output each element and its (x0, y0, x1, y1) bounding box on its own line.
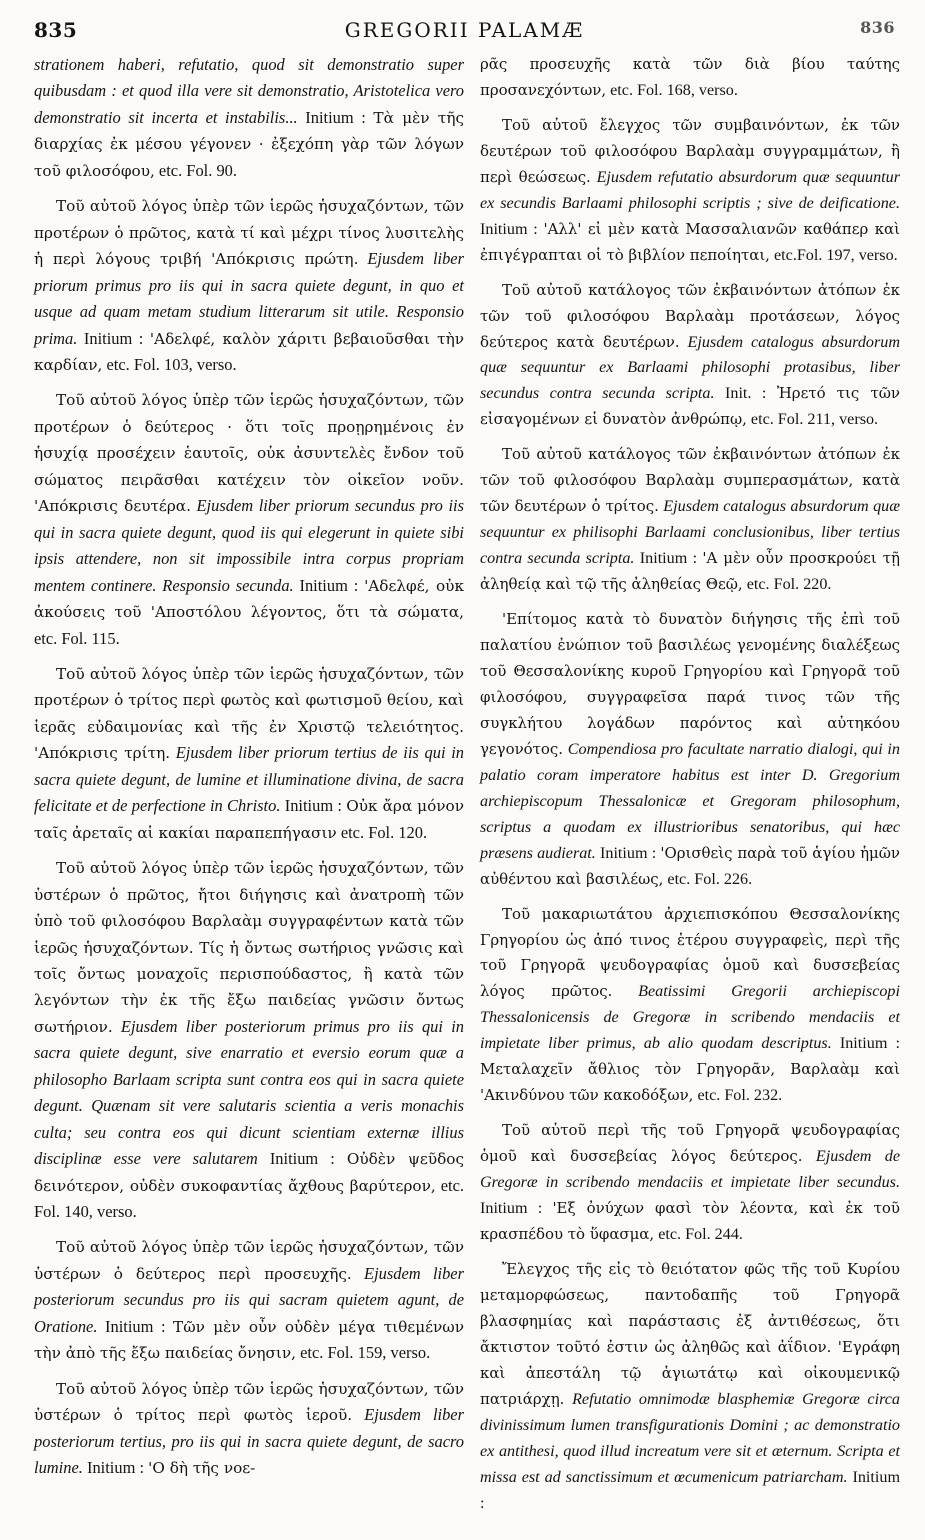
catalog-entry (480, 52, 900, 104)
latin-title: Refutatio omnimodæ blasphemiæ Gregoræ circa divinissimum lumen transfigurationis Domini ; ac demonstratio ex antithesi, quod illud increatum vere sit et æternum. Scripta et missa est ad sanctissimum et œcumenicum patriarcham. (480, 1390, 900, 1486)
greek-text: Τοῦ αὐτοῦ λόγος ὑπὲρ τῶν ἱερῶς ἡσυχαζόντων, τῶν ὑστέρων ὁ τρίτος περὶ φωτὸς ἱεροῦ. (34, 1379, 464, 1425)
folio-reference: Init. : (714, 385, 777, 403)
greek-text: Τοῦ αὐτοῦ λόγος ὑπὲρ τῶν ἱερῶς ἡσυχαζόντων, τῶν προτέρων ὁ πρῶτος, κατὰ τί καὶ μέχρι τίνος λυσιτελὴς ἡ περὶ λόγους τριβή 'Απόκρισις πρώτη. (34, 197, 464, 269)
folio-reference: Initium : (480, 1200, 553, 1218)
latin-title: Ejusdem liber priorum primus pro iis qui in sacra quiete degunt, in quo et usque ad quam metam studium litterarum sit utile. Responsio prima. (34, 249, 464, 348)
folio-reference: Initium : (77, 328, 150, 348)
greek-text: Οὐδὲν ψεῦδος δεινότερον, οὐδὲν συκοφαντίας ἄχθους βαρύτερον, (34, 1150, 465, 1195)
greek-text: 'Ορισθεὶς παρὰ τοῦ ἁγίου ἡμῶν αὐθέντου καὶ βασιλέως, (480, 843, 900, 888)
folio-reference: Initium : (480, 1468, 900, 1512)
latin-title: Ejusdem liber priorum secundus pro iis qui in sacra quiete degunt, quod iis qui elegerunt in quiete sibi ipsis attendere, non sit impossibile intra corpus propriam mentem continere. Responsio secunda. (34, 496, 464, 595)
catalog-entry (480, 113, 900, 269)
greek-text: 'Εξ ὀνύχων φασὶ τὸν λέοντα, καὶ ἐκ τοῦ κρασπέδου τὸ ὕφασμα, (480, 1199, 900, 1243)
right-column (480, 52, 900, 1525)
greek-text: Ἠρετό τις τῶν εἰσαγομένων εἰ δυνατὸν ἀνθρώπῳ, (480, 384, 900, 429)
catalog-entry (34, 1234, 464, 1366)
folio-reference: etc. Fol. 226. (663, 870, 753, 888)
left-column (34, 52, 464, 1491)
folio-reference: etc.Fol. 197, verso. (769, 246, 898, 264)
catalog-entry (34, 855, 464, 1225)
latin-title: strationem haberi, refutatio, quod sit demonstratio super quibusdam : et quod illa vere sit demonstratio, Aristotelica vero demonstratio sit incerta et instabilis... (34, 55, 464, 127)
latin-title: Beatissimi Gregorii archiepiscopi Thessalonicensis de Gregoræ in scribendo mendaciis et impietate liber primus, ab alio quodam descriptus. (480, 983, 900, 1053)
catalog-entry (480, 442, 900, 598)
folio-reference: Initium : (480, 220, 544, 238)
latin-title: Compendiosa pro facultate narratio dialogi, qui in palatio coram imperatore habitus est inter D. Gregorium archiepiscopum Thessalonicæ et Gregoram philosophum, scriptus a quodam ex illustrioribus senatoribus, qui hæc præsens audierat. (480, 740, 900, 862)
catalog-entry (480, 1257, 900, 1517)
running-title: GREGORII PALAMÆ (344, 18, 585, 42)
catalog-entry (34, 52, 464, 184)
catalog-entry (34, 661, 464, 846)
greek-text: 'Αδελφέ, οὐκ ἀκούσεις τοῦ 'Αποστόλου λέγοντος, ὅτι τὰ σώματα, (34, 576, 464, 622)
greek-text: Μεταλαχεῖν ἄθλιος τὸν Γρηγορᾶν, Βαρλαὰμ καὶ 'Ακινδύνου τῶν κακοδόξων, (480, 1060, 900, 1105)
folio-reference: Initium : (297, 107, 374, 127)
folio-reference: Initium : (634, 550, 703, 568)
greek-text: 'Α μὲν οὖν προσκρούει τῇ ἀληθείᾳ καὶ τῷ τῆς ἀληθείας Θεῷ, (480, 549, 900, 594)
greek-text: Τοῦ αὐτοῦ ἔλεγχος τῶν συμβαινόντων, ἐκ τῶν δευτέρων τοῦ φιλοσόφου Βαρλαὰμ συγγραμμάτων, ἢ περὶ θεώσεως. (480, 115, 900, 186)
latin-title: Ejusdem catalogus absurdorum quæ sequuntur ex philisophi Barlaami conclusionibus, liber tertius contra secunda scripta. (480, 498, 900, 568)
greek-text: 'Ο δὴ τῆς νοε- (148, 1459, 256, 1478)
greek-text: Τῶν μὲν οὖν οὐδὲν μέγα τιθεμένων τὴν ἀπὸ τῆς ἔξω παιδείας ὄνησιν, (34, 1317, 464, 1363)
folio-reference: Initium : (97, 1316, 174, 1336)
greek-text: 'Αλλ' εἰ μὲν κατὰ Μασσαλιανῶν καθάπερ καὶ ἐπιγέγραπται οἱ τὸ βιβλίον πεποίηται, (480, 219, 900, 264)
folio-reference: etc. Fol. 159, verso. (296, 1343, 431, 1363)
folio-reference: Initium : (82, 1458, 149, 1478)
catalog-entry (34, 193, 464, 378)
folio-reference: Initium : (293, 575, 365, 595)
latin-title: Ejusdem refutatio absurdorum quæ sequuntur ex secundis Barlaami philosophi scriptis ; sive de deificatione. (480, 168, 900, 212)
folio-reference: etc. Fol. 220. (742, 576, 832, 594)
running-header (34, 18, 895, 48)
folio-reference: Initium : (831, 1035, 900, 1053)
latin-title: Ejusdem liber priorum tertius de iis qui in sacra quiete degunt, de lumine et illuminatione divina, de sacra felicitate et de perfectione in Christo. (34, 743, 465, 816)
greek-text: Τοῦ μακαριωτάτου ἀρχιεπισκόπου Θεσσαλονίκης Γρηγορίου ὡς ἀπό τινος ἑτέρου συγγραφεὶς, περὶ τῆς τοῦ Γρηγορᾶ ψευδογραφίας ὁμοῦ καὶ δυσσεβείας λόγος πρῶτος. (480, 904, 900, 1001)
latin-title: Ejusdem liber posteriorum primus pro iis qui in sacra quiete degunt, sive enarratio et eversio eorum quæ a philosopho Barlaam scripta sunt contra eos qui in sacra quiete degunt. Quænam sit vere salutaris scientia a veris monachis culta; seu contra eos qui dicunt scientiam externæ illius disciplinæ esse vere salutarem (34, 1016, 464, 1169)
catalog-entry (34, 387, 464, 652)
folio-reference: etc. Fol. 232. (693, 1087, 783, 1105)
catalog-entry (480, 278, 900, 434)
greek-text: Ἔλεγχος τῆς εἰς τὸ θειότατον φῶς τῆς τοῦ Κυρίου μεταμορφώσεως, παντοδαπῆς τοῦ Γρηγορᾶ βλασφημίας καὶ παράστασις ἐξ ἀντιθέσεως, ὅτι ἄκτιστον τοῦτό ἐστιν ὡς ἀληθῶς καὶ ἀΐδιον. 'Εγράφη καὶ ἀπεστάλη τῷ ἁγιωτάτῳ καὶ οἰκουμενικῷ πατριάρχῃ. (480, 1259, 900, 1408)
catalog-entry (34, 1376, 464, 1482)
latin-title: Ejusdem liber posteriorum tertius, pro iis qui in sacra quiete degunt, de sacro lumine. (34, 1405, 465, 1478)
greek-text: 'Επίτομος κατὰ τὸ δυνατὸν διήγησις τῆς ἐπὶ τοῦ παλατίου ἐνώπιον τοῦ βασιλέως γενομένης διαλέξεως τοῦ Θεσσαλονίκης κυροῦ Γρηγορίου καὶ Γρηγορᾶ τοῦ φιλοσόφου, συγγραφεῖσα παρά τινος τῶν τῆς συγκλήτου λογάδων παρόντος καὶ αὐτηκόου γεγονότος. (480, 610, 900, 758)
greek-text: ρᾶς προσευχῆς κατὰ τῶν διὰ βίου ταύτης προσανεχόντων, (480, 55, 900, 99)
folio-reference: Initium : (257, 1149, 347, 1169)
catalog-entry (480, 1118, 900, 1248)
greek-text: 'Αδελφέ, καλὸν χάριτι βεβαιοῦσθαι τὴν καρδίαν, (34, 329, 465, 374)
folio-reference: Initium : (280, 796, 347, 816)
folio-reference: etc. Fol. 103, verso. (102, 354, 237, 374)
folio-reference: etc. Fol. 211, verso. (746, 411, 879, 429)
greek-text: Τοῦ αὐτοῦ λόγος ὑπὲρ τῶν ἱερῶς ἡσυχαζόντων, τῶν ὑστέρων ὁ πρῶτος, ἤτοι διήγησις καὶ ἀνατροπὴ τῶν ὑπὸ τοῦ φιλοσόφου Βαρλαὰμ συγγραφέντων κατὰ τῶν ἱερῶς ἡσυχαζόντων. Τίς ἡ ὄντως σωτήριος γνῶσις καὶ τοῖς ὄντως μοναχοῖς περισπούδαστος, ἢ κατὰ τῶν λεγόντων τὴν ἐκ τῆς ἔξω παιδείας γνῶσιν ὄντως σωτήριον. (34, 859, 464, 1036)
folio-reference: Initium : (595, 844, 661, 862)
latin-title: Ejusdem liber posteriorum secundus pro iis qui sacram quietem agunt, de Oratione. (34, 1263, 465, 1336)
greek-text: Τοῦ αὐτοῦ λόγος ὑπὲρ τῶν ἱερῶς ἡσυχαζόντων, τῶν ὑστέρων ὁ δεύτερος περὶ προσευχῆς. (34, 1238, 464, 1283)
catalog-entry (480, 607, 900, 892)
greek-text: Τοῦ αὐτοῦ περὶ τῆς τοῦ Γρηγορᾶ ψευδογραφίας ὁμοῦ καὶ δυσσεβείας λόγος δεύτερος. (480, 1121, 900, 1166)
folio-reference: etc. Fol. 140, verso. (34, 1175, 464, 1222)
greek-text: Τοῦ αὐτοῦ λόγος ὑπὲρ τῶν ἱερῶς ἡσυχαζόντων, τῶν προτέρων ὁ δεύτερος · ὅτι τοῖς προῃρημένοις ἐν ἡσυχίᾳ προσέχειν ἑαυτοῖς, οὐκ ἀσυντελὲς ἔνδον τοῦ σώματος πειρᾶσθαι κατέχειν τὸν οἰκεῖον νοῦν. 'Απόκρισις δευτέρα. (34, 391, 464, 516)
greek-text: Τοῦ αὐτοῦ κατάλογος τῶν ἐκβαινόντων ἀτόπων ἐκ τῶν τοῦ φιλοσόφου Βαρλαὰμ συμπερασμάτων, κατὰ τῶν δευτέρων ὁ τρίτος. (480, 445, 900, 516)
greek-text: Οὐκ ἄρα μόνον ταῖς ἀρεταῖς αἱ κακίαι παραπεπήγασιν (34, 797, 464, 842)
latin-title: Ejusdem catalogus absurdorum quæ sequuntur ex Barlaami philosophi protasibus, liber secundus contra secunda scripta. (480, 333, 900, 403)
folio-reference: etc. Fol. 90. (154, 160, 237, 180)
greek-text: Τὰ μὲν τῆς διαρχίας ἐκ μέσου γέγονεν · ἐξεχόπη γὰρ τῶν λόγων τοῦ φιλοσόφου, (34, 108, 465, 180)
page-number-right: 836 (860, 18, 895, 37)
folio-reference: etc. Fol. 168, verso. (606, 81, 738, 99)
greek-text: Τοῦ αὐτοῦ κατάλογος τῶν ἐκβαινόντων ἀτόπων ἐκ τῶν τοῦ φιλοσόφου Βαρλαὰμ προτάσεων, λόγος δεύτερος κατὰ δευτέρων. (480, 280, 900, 351)
catalog-entry (480, 902, 900, 1110)
latin-title: Ejusdem de Gregoræ in scribendo mendaciis et impietate liber secundus. (480, 1148, 901, 1192)
greek-text: Τοῦ αὐτοῦ λόγος ὑπὲρ τῶν ἱερῶς ἡσυχαζόντων, τῶν προτέρων ὁ τρίτος περὶ φωτὸς καὶ φωτισμοῦ θείου, καὶ ἱερᾶς εὐδαιμονίας καὶ τῆς ἐν Χριστῷ τελειότητος. 'Απόκρισις τρίτη. (34, 664, 464, 763)
folio-reference: etc. Fol. 115. (34, 628, 120, 648)
folio-reference: etc. Fol. 120. (336, 822, 428, 842)
page-number-left: 835 (34, 18, 78, 42)
folio-reference: etc. Fol. 244. (654, 1225, 743, 1243)
